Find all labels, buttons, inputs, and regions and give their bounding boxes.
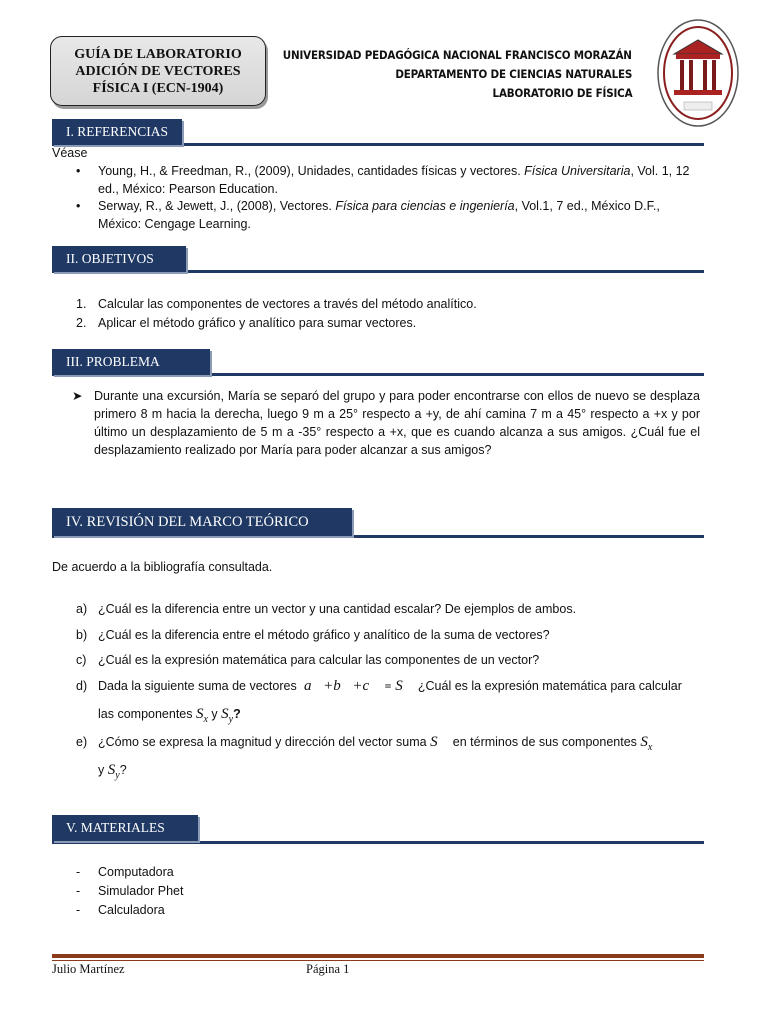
- material-text: Computadora: [98, 865, 174, 879]
- theory-question-c: c) ¿Cuál es la expresión matemática para calcular las componentes de un vector?: [76, 653, 540, 667]
- question-text: en términos de sus componentes: [452, 735, 637, 749]
- objective-item: [76, 295, 477, 313]
- reference-text: Young, H., & Freedman, R., (2009), Unidades, cantidades físicas y vectores.: [98, 164, 525, 178]
- theory-question-d: d) Dada la siguiente suma de vectores a⃗+b⃗+c⃗ = S⃗ ¿Cuál es la expresión matemática para calcular: [76, 678, 682, 694]
- material-item: - Calculadora: [76, 903, 165, 917]
- theory-question-b: b) ¿Cuál es la diferencia entre el método gráfico y analítico de la suma de vectores?: [76, 628, 550, 642]
- reference-text: , Vol. 1, 12 ed., México: Pearson Education.: [98, 164, 690, 196]
- objective-item: [76, 314, 417, 332]
- section-line-materials: [52, 841, 704, 844]
- department-name: DEPARTAMENTO DE CIENCIAS NATURALES: [395, 67, 632, 81]
- question-text: ¿Cómo se expresa la magnitud y dirección del vector suma: [98, 735, 427, 749]
- material-text: Simulador Phet: [98, 884, 184, 898]
- guide-line-2: ADICIÓN DE VECTORES: [75, 63, 241, 79]
- question-text: ¿Cuál es la diferencia entre un vector y una cantidad escalar? De ejemplos de ambos.: [98, 602, 577, 616]
- objective-number: 2.: [76, 316, 87, 330]
- theory-question-e: e) ¿Cómo se expresa la magnitud y dirección del vector suma S⃗ en términos de sus componentes $S_x$: [76, 734, 653, 753]
- guide-line-1: GUÍA DE LABORATORIO: [74, 46, 242, 62]
- objective-text: Aplicar el método gráfico y analítico para sumar vectores.: [98, 316, 417, 330]
- footer-page-number: Página 1: [306, 962, 350, 976]
- guide-line-3: FÍSICA I (ECN-1904): [92, 80, 224, 96]
- section-header-objectives: II. OBJETIVOS: [52, 246, 186, 272]
- problem-text: Durante una excursión, María se separó del grupo y para poder encontrarse con ellos de nuevo se desplaza primero 8 m hacia la derecha, luego 9 m a 25° respecto a +y, de ahí camina 7 m a 45° respecto a +x y por último un desplazamiento de 5 m a -35° respecto a +x, que es cuando alcanza a sus amigos. ¿Cuál fue el desplazamiento realizado por María para poder alcanzar a sus amigos?: [94, 389, 700, 457]
- objective-text: Calcular las componentes de vectores a través del método analítico.: [98, 297, 477, 311]
- university-seal-logo: [656, 18, 740, 128]
- theory-intro: De acuerdo a la bibliografía consultada.: [52, 560, 273, 574]
- question-text: Dada la siguiente suma de vectores: [98, 679, 297, 693]
- material-text: Calculadora: [98, 903, 165, 917]
- reference-title: Física Universitaria: [524, 164, 631, 178]
- references-intro: Véase: [52, 146, 88, 160]
- footer-rule-thin: [52, 960, 704, 961]
- footer-rule: [52, 954, 704, 958]
- theory-question-a: a) ¿Cuál es la diferencia entre un vector y una cantidad escalar? De ejemplos de ambos.: [76, 602, 577, 616]
- section-header-theory: IV. REVISIÓN DEL MARCO TEÓRICO: [52, 508, 352, 536]
- vector-sum-formula: a⃗+b⃗+c⃗ = S⃗: [300, 678, 415, 694]
- reference-text: , Vol.1, 7 ed., México D.F., México: Cengage Learning.: [98, 199, 660, 231]
- objective-number: 1.: [76, 297, 87, 311]
- university-name: UNIVERSIDAD PEDAGÓGICA NACIONAL FRANCISCO MORAZÁN: [282, 48, 632, 62]
- reference-title: Física para ciencias e ingeniería: [335, 199, 515, 213]
- question-text: ¿Cuál es la expresión matemática para calcular: [417, 679, 682, 693]
- reference-text: Serway, R., & Jewett, J., (2008), Vectores.: [98, 199, 336, 213]
- arrow-bullet-icon: ➤: [72, 389, 83, 403]
- guide-title-box: [50, 36, 266, 106]
- section-header-references: I. REFERENCIAS: [52, 119, 182, 145]
- question-text: ¿Cuál es la diferencia entre el método gráfico y analítico de la suma de vectores?: [98, 628, 550, 642]
- reference-item: [98, 162, 698, 198]
- material-item: - Simulador Phet: [76, 884, 184, 898]
- section-header-materials: V. MATERIALES: [52, 815, 198, 841]
- question-text: las componentes: [98, 707, 193, 721]
- material-item: - Computadora: [76, 865, 174, 879]
- lab-name: LABORATORIO DE FÍSICA: [492, 86, 632, 100]
- theory-question-d-cont: las componentes $S_x$ y $S_y$?: [98, 706, 241, 725]
- section-header-problem: III. PROBLEMA: [52, 349, 210, 375]
- question-text: ¿Cuál es la expresión matemática para calcular las componentes de un vector?: [98, 653, 540, 667]
- reference-item: [98, 197, 698, 233]
- footer-author: Julio Martínez: [52, 962, 125, 976]
- theory-question-e-cont: y $S_y$?: [98, 762, 127, 781]
